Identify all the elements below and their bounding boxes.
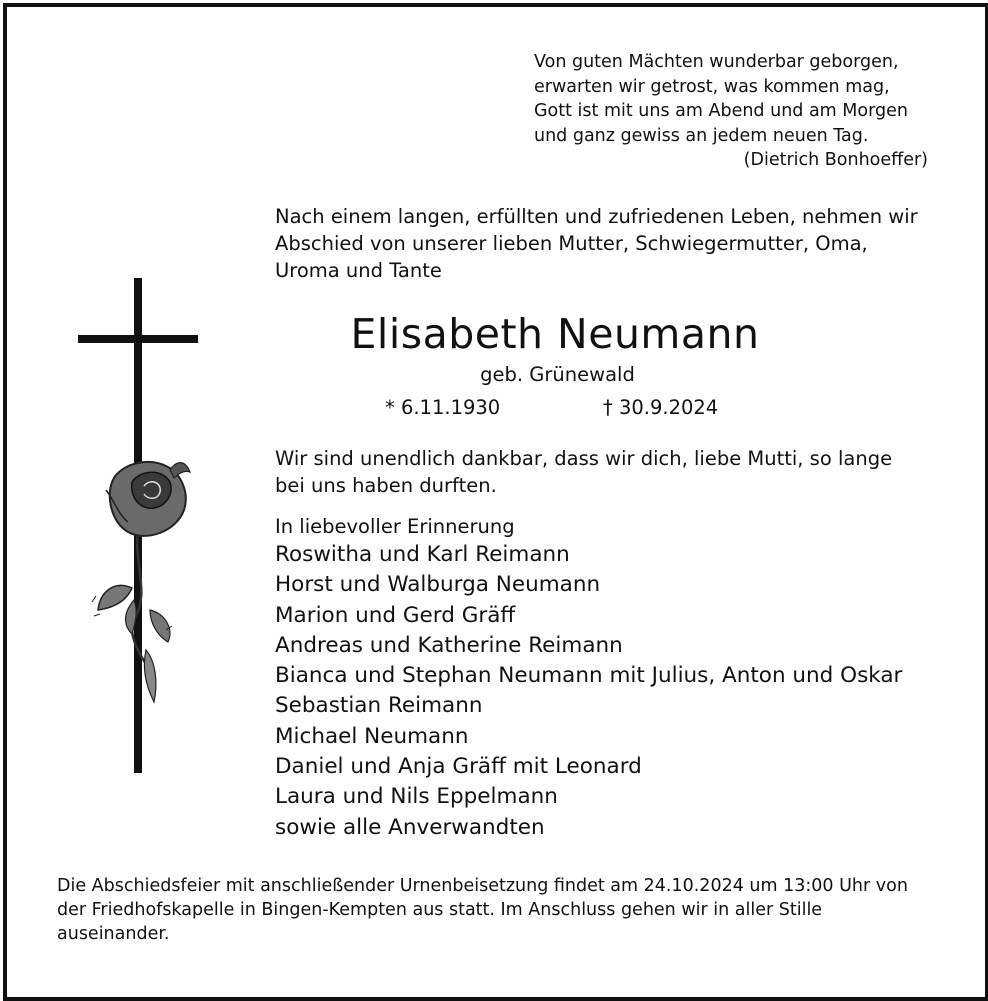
poem-line: Von guten Mächten wunderbar geborgen, <box>534 52 899 72</box>
poem-line: und ganz gewiss an jedem neuen Tag. <box>534 125 869 146</box>
death-date: † 30.9.2024 <box>603 396 719 419</box>
mourner-entry: Michael Neumann <box>275 723 469 749</box>
intro-line: Uroma und Tante <box>275 259 442 282</box>
maiden-name: geb. Grünewald <box>480 363 635 386</box>
intro-text <box>275 203 945 284</box>
memory-label: In liebevoller Erinnerung <box>275 515 515 538</box>
birth-date: * 6.11.1930 <box>385 396 501 419</box>
thanks-line: bei uns haben durften. <box>275 474 497 497</box>
ceremony-line: auseinander. <box>57 924 170 944</box>
mourner-entry: Sebastian Reimann <box>275 693 483 719</box>
thanks-line: Wir sind unendlich dankbar, dass wir dich, liebe Mutti, so lange <box>275 447 893 470</box>
mourner-entry: Marion und Gerd Gräff <box>275 602 516 628</box>
poem <box>534 50 934 173</box>
mourner-entry: Bianca und Stephan Neumann mit Julius, Anton und Oskar <box>275 663 903 689</box>
cross-icon <box>70 270 210 780</box>
intro-line: Nach einem langen, erfüllten und zufriedenen Leben, nehmen wir <box>275 205 918 228</box>
mourner-entry: Laura und Nils Eppelmann <box>275 784 558 810</box>
mourner-entry: Daniel und Anja Gräff mit Leonard <box>275 754 642 780</box>
thanks-text <box>275 445 955 499</box>
mourner-entry: Andreas und Katherine Reimann <box>275 632 623 658</box>
mourner-entry: Horst und Walburga Neumann <box>275 572 601 598</box>
intro-line: Abschied von unserer lieben Mutter, Schwiegermutter, Oma, <box>275 232 868 255</box>
ceremony-line: Die Abschiedsfeier mit anschließender Urnenbeisetzung findet am 24.10.2024 um 13:00 Uhr von <box>57 876 908 896</box>
mourner-entry: sowie alle Anverwandten <box>275 814 545 840</box>
mourners-list <box>275 540 902 843</box>
deceased-name: Elisabeth Neumann <box>350 310 760 358</box>
mourner-entry: Roswitha und Karl Reimann <box>275 542 570 567</box>
poem-line: Gott ist mit uns am Abend und am Morgen <box>534 101 908 121</box>
ceremony-text <box>57 874 957 946</box>
poem-author: (Dietrich Bonhoeffer) <box>743 150 928 170</box>
cross-with-rose <box>70 270 210 780</box>
ceremony-line: der Friedhofskapelle in Bingen-Kempten aus statt. Im Anschluss gehen wir in aller Stille <box>57 900 823 920</box>
poem-line: erwarten wir getrost, was kommen mag, <box>534 76 890 97</box>
